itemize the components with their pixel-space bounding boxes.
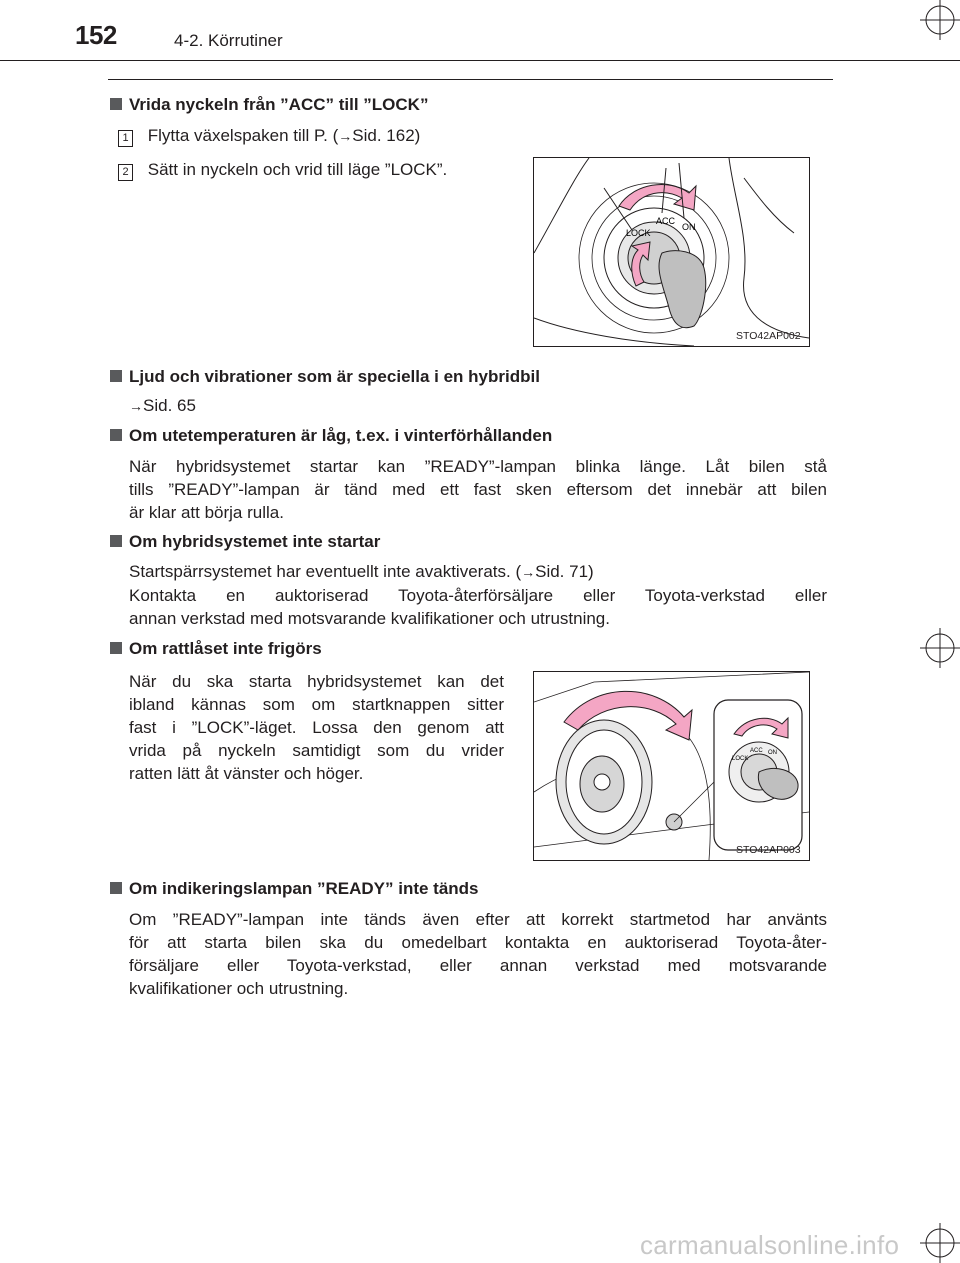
registration-mark-icon [920, 628, 960, 668]
header-divider [0, 60, 960, 61]
registration-mark-icon [920, 0, 960, 40]
bullet-square-icon [110, 882, 122, 894]
label-lock: LOCK [626, 228, 651, 238]
ignition-key-illustration [534, 158, 809, 346]
page-number: 152 [75, 20, 117, 50]
figure-caption: STO42AP003 [736, 844, 801, 856]
registration-mark-icon [920, 1223, 960, 1263]
arrow-right-icon: → [338, 128, 353, 144]
section-heading: Ljud och vibrationer som är speciella i en hybridbil [110, 367, 540, 387]
label-on: ON [768, 750, 777, 756]
bullet-square-icon [110, 370, 122, 382]
step-number: 1 [118, 130, 133, 147]
chapter-title: 4-2. Körrutiner [174, 31, 283, 50]
label-on: ON [682, 222, 696, 232]
section-heading: Om rattlåset inte frigörs [110, 639, 322, 659]
steering-wheel-illustration [534, 672, 809, 860]
page-reference [129, 394, 196, 418]
bullet-square-icon [110, 642, 122, 654]
paragraph: När du ska starta hybridsystemet kan det ibland kännas som om startknappen sitter fast i ”LOCK”-läget. Lossa den genom att vrida på nyckeln samtidigt som du vrider ratten lätt åt vänster och höger. [129, 672, 504, 783]
bullet-square-icon [110, 429, 122, 441]
figure-caption: STO42AP002 [736, 330, 801, 342]
bullet-square-icon [110, 535, 122, 547]
section-heading: Om indikeringslampan ”READY” inte tänds [110, 879, 479, 899]
page-reference-link[interactable]: Sid. 71) [535, 562, 594, 581]
figure-steering-wheel [533, 671, 810, 861]
section-heading: Om utetemperaturen är låg, t.ex. i vinterförhållanden [110, 426, 552, 446]
label-acc: ACC [656, 216, 676, 226]
paragraph: Startspärrsystemet har eventuellt inte avaktiverats. (→Sid. 71) Kontakta en auktoriserad Toyota-återförsäljare eller Toyota-verkstad eller annan verkstad med motsvarande kvalifikationer och utrustning. [129, 562, 827, 628]
step-2: 2 Sätt in nyckeln och vrid till läge ”LOCK”. [118, 158, 447, 181]
step-number: 2 [118, 164, 133, 181]
paragraph: När hybridsystemet startar kan ”READY”-lampan blinka länge. Låt bilen stå tills ”READY”-lampan är tänd med ett fast sken eftersom det innebär att bilen är klar att börja rulla. [129, 457, 827, 522]
arrow-right-icon: → [129, 398, 143, 414]
label-acc: ACC [750, 748, 763, 754]
section-rule [108, 79, 833, 80]
bullet-square-icon [110, 98, 122, 110]
watermark: carmanualsonline.info [640, 1230, 900, 1260]
rotate-arrow-icon [619, 184, 696, 210]
figure-ignition-key [533, 157, 810, 347]
section-heading: Vrida nyckeln från ”ACC” till ”LOCK” [110, 95, 428, 115]
key-icon [659, 251, 706, 328]
arrow-right-icon: → [521, 564, 536, 580]
page-reference-link[interactable]: Sid. 65 [143, 396, 196, 415]
page-reference-link[interactable]: Sid. 162) [352, 126, 421, 145]
section-heading: Om hybridsystemet inte startar [110, 532, 380, 552]
step-1: 1 Flytta växelspaken till P. (→Sid. 162) [118, 124, 420, 148]
label-lock: LOCK [732, 756, 749, 762]
paragraph: Om ”READY”-lampan inte tänds även efter att korrekt startmetod har använts för att starta bilen ska du omedelbart kontakta en auktoriserad Toyota-åter- försäljare eller Toyota-verkstad, eller annan verkstad med motsvarande kvalifikationer och utrustning. [129, 910, 827, 998]
